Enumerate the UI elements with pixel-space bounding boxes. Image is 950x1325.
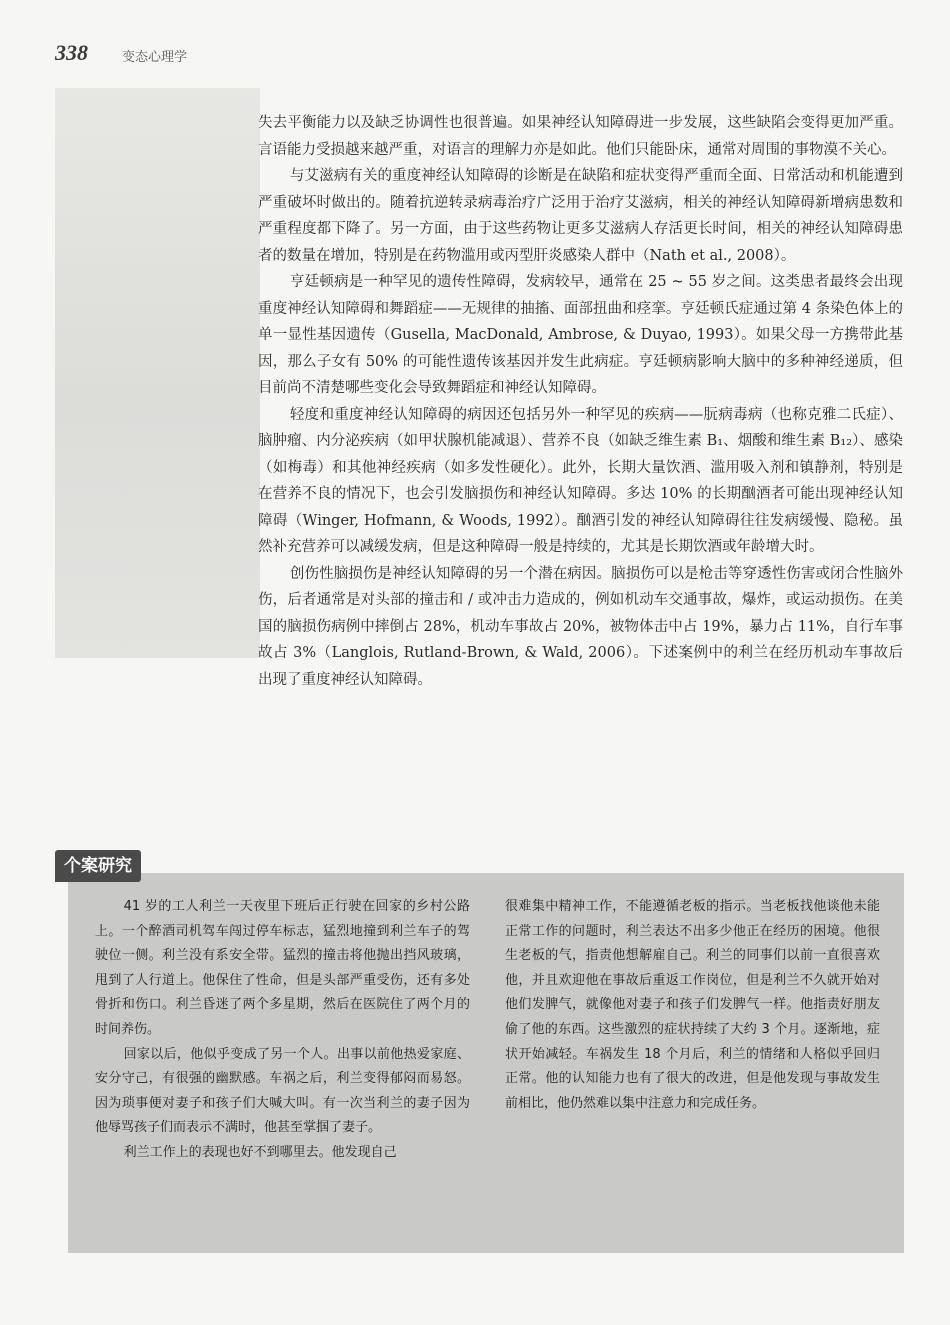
body-paragraph: 亨廷顿病是一种罕见的遗传性障碍，发病较早，通常在 25 ~ 55 岁之间。这类患者最终会出现重度神经认知障碍和舞蹈症——无规律的抽搐、面部扭曲和痉挛。亨廷顿氏症通过第 4 条染色体上的单一显性基因遗传（Gusella, MacDonald, Ambrose, & Duyao, 1993）。如果父母一方携带此基因，那么子女有 50% 的可能性遗传该基因并发生此病症。亨廷顿病影响大脑中的多种神经递质，但目前尚不清楚哪些变化会导致舞蹈症和神经认知障碍。 bbox=[258, 274, 903, 396]
case-paragraph: 41 岁的工人利兰一天夜里下班后正行驶在回家的乡村公路上。一个醉酒司机驾车闯过停车标志，猛烈地撞到利兰车子的驾驶位一侧。利兰没有系安全带。猛烈的撞击将他抛出挡风玻璃，甩到了人行道上。他保住了性命，但是头部严重受伤，还有多处骨折和伤口。利兰昏迷了两个多星期，然后在医院住了两个月的时间养伤。 bbox=[95, 899, 470, 1037]
case-study-title: 个案研究 bbox=[55, 850, 141, 882]
body-paragraph: 轻度和重度神经认知障碍的病因还包括另外一种罕见的疾病——朊病毒病（也称克雅二氏症）、脑肿瘤、内分泌疾病（如甲状腺机能减退）、营养不良（如缺乏维生素 B₁、烟酸和维生素 B₁₂）、感染（如梅毒）和其他神经疾病（如多发性硬化）。此外，长期大量饮酒、滥用吸入剂和镇静剂，特别是在营养不良的情况下，也会引发脑损伤和神经认知障碍。多达 10% 的长期酗酒者可能出现神经认知障碍（Winger, Hofmann, & Woods, 1992）。酗酒引发的神经认知障碍往往发病缓慢、隐秘。虽然补充营养可以减缓发病，但是这种障碍一般是持续的，尤其是长期饮酒或年龄增大时。 bbox=[258, 406, 903, 555]
main-text bbox=[258, 110, 903, 693]
case-study-left-column bbox=[95, 895, 470, 1166]
case-paragraph: 回家以后，他似乎变成了另一个人。出事以前他热爱家庭、安分守己，有很强的幽默感。车祸之后，利兰变得郁闷而易怒。因为琐事便对妻子和孩子们大喊大叫。有一次当利兰的妻子因为他辱骂孩子们而表示不满时，他甚至掌掴了妻子。 bbox=[95, 1046, 470, 1136]
body-paragraph: 与艾滋病有关的重度神经认知障碍的诊断是在缺陷和症状变得严重而全面、日常活动和机能遭到严重破坏时做出的。随着抗逆转录病毒治疗广泛用于治疗艾滋病，相关的神经认知障碍新增病患数和严重程度都下降了。另一方面，由于这些药物让更多艾滋病人存活更长时间，相关的神经认知障碍患者的数量在增加，特别是在药物滥用或丙型肝炎感染人群中（Nath et al., 2008）。 bbox=[258, 168, 903, 264]
page-number: 338 bbox=[55, 40, 88, 65]
case-study-right-column bbox=[505, 895, 880, 1116]
body-paragraph: 失去平衡能力以及缺乏协调性也很普遍。如果神经认知障碍进一步发展，这些缺陷会变得更加严重。言语能力受损越来越严重，对语言的理解力亦是如此。他们只能卧床，通常对周围的事物漠不关心。 bbox=[258, 115, 903, 158]
body-paragraph: 创伤性脑损伤是神经认知障碍的另一个潜在病因。脑损伤可以是枪击等穿透性伤害或闭合性脑外伤，后者通常是对头部的撞击和 / 或冲击力造成的，例如机动车交通事故，爆炸，或运动损伤。在美国的脑损伤病例中摔倒占 28%，机动车事故占 20%，被物体击中占 19%，暴力占 11%，自行车事故占 3%（Langlois, Rutland-Brown, & Wald, 2006）。下述案例中的利兰在经历机动车事故后出现了重度神经认知障碍。 bbox=[258, 565, 903, 688]
case-paragraph: 利兰工作上的表现也好不到哪里去。他发现自己 bbox=[123, 1144, 397, 1160]
book-title: 变态心理学 bbox=[122, 50, 188, 65]
case-paragraph: 很难集中精神工作，不能遵循老板的指示。当老板找他谈他未能正常工作的问题时，利兰表达不出多少他正在经历的困境。他很生老板的气，指责他想解雇自己。利兰的同事们以前一直很喜欢他，并且欢迎他在事故后重返工作岗位，但是利兰不久就开始对他们发脾气，就像他对妻子和孩子们发脾气一样。他指责好朋友偷了他的东西。这些激烈的症状持续了大约 3 个月。逐渐地，症状开始减轻。车祸发生 18 个月后，利兰的情绪和人格似乎回归正常。他的认知能力也有了很大的改进，但是他发现与事故发生前相比，他仍然难以集中注意力和完成任务。 bbox=[505, 899, 880, 1111]
margin-shaded-panel bbox=[55, 88, 260, 658]
